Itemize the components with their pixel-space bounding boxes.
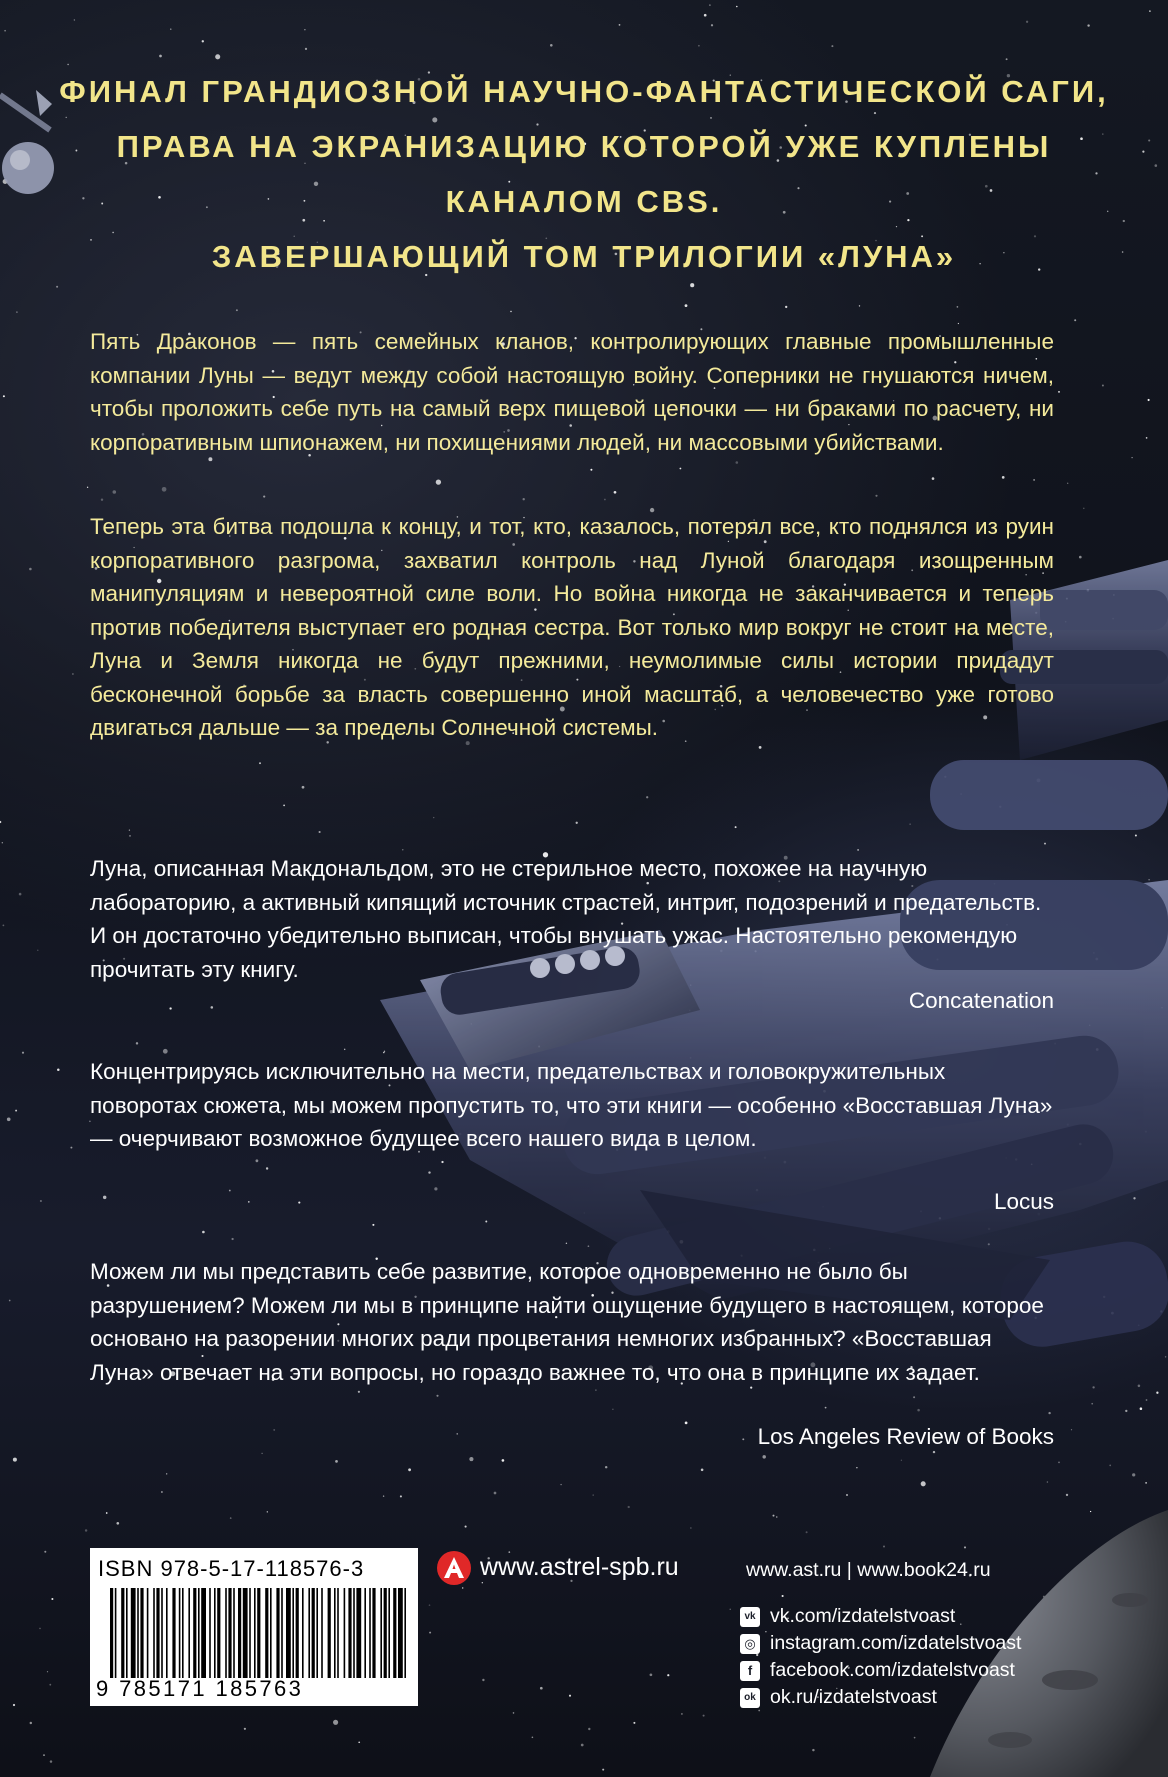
social-link-text: facebook.com/izdatelstvoast: [770, 1659, 1015, 1681]
headline-line-1: ФИНАЛ ГРАНДИОЗНОЙ НАУЧНО-ФАНТАСТИЧЕСКОЙ САГИ,: [59, 74, 1109, 109]
synopsis-paragraph-2: Теперь эта битва подошла к концу, и тот, кто, казалось, потерял все, кто поднялся из руин корпоративного разгрома, захватил контроль над Луной благодаря изощренным манипуляциям и невероятной силе воли. Но война никогда не заканчивается и теперь против победителя выступает его родная сестра. Вот только мир вокруг не стоит на месте, Луна и Земля никогда не будут прежними, неумолимые силы истории придадут бесконечной борьбе за власть совершенно иной масштаб, а человечество уже готово двигаться дальше — за пределы Солнечной системы.: [90, 514, 1054, 740]
review-2-source: Locus: [993, 1189, 1054, 1214]
headline-line-4: ЗАВЕРШАЮЩИЙ ТОМ ТРИЛОГИИ «ЛУНА»: [211, 239, 957, 274]
isbn-barcode-box: [90, 1548, 418, 1706]
review-3-text: Можем ли мы представить себе развитие, которое одновременно не было бы разрушением? Можем ли мы в принципе найти ощущение будущего в настоящем, которое основано на разорении многих ради процветания немногих избранных? «Восставшая Луна» отвечает на эти вопросы, но гораздо важнее то, что она в принципе их задает.: [90, 1259, 1044, 1385]
isbn-label: ISBN 978-5-17-118576-3: [98, 1556, 365, 1581]
vk-icon: vk: [740, 1607, 760, 1627]
instagram-icon: ◎: [740, 1634, 760, 1654]
publisher-logo-icon: [436, 1550, 472, 1586]
review-1-text: Луна, описанная Макдональдом, это не стерильное место, похожее на научную лабораторию, а активный кипящий источник страстей, интриг, подозрений и предательств. И он достаточно убедительно выписан, чтобы внушать ужас. Настоятельно рекомендую прочитать эту книгу.: [90, 856, 1042, 982]
review-1-source: Concatenation: [908, 988, 1054, 1013]
publisher-url[interactable]: www.astrel-spb.ru: [480, 1553, 679, 1581]
social-link-text: instagram.com/izdatelstvoast: [770, 1632, 1022, 1654]
odnoklassniki-icon: ok: [740, 1688, 760, 1708]
headline-line-3: КАНАЛОМ CBS.: [445, 184, 723, 219]
headline-line-2: ПРАВА НА ЭКРАНИЗАЦИЮ КОТОРОЙ УЖЕ КУПЛЕНЫ: [116, 129, 1052, 164]
barcode: [110, 1588, 406, 1678]
review-2-text: Концентрируясь исключительно на мести, предательствах и головокружительных поворотах сюжета, мы можем пропустить то, что эти книги — особенно «Восставшая Луна» — очерчивают возможное будущее всего нашего вида в целом.: [90, 1059, 1053, 1151]
social-link-text: ok.ru/izdatelstvoast: [770, 1686, 937, 1708]
facebook-icon: f: [740, 1661, 760, 1681]
synopsis-paragraph-1: Пять Драконов — пять семейных кланов, контролирующих главные промышленные компании Луны — ведут между собой настоящую войну. Соперники не гнушаются ничем, чтобы проложить себе путь на самый верх пищевой цепочки — ни браками по расчету, ни корпоративным шпионажем, ни похищениями людей, ни массовыми убийствами.: [90, 329, 1054, 455]
publisher-sites[interactable]: www.ast.ru | www.book24.ru: [746, 1559, 991, 1581]
social-link-text: vk.com/izdatelstvoast: [770, 1605, 956, 1627]
review-3-source: Los Angeles Review of Books: [757, 1424, 1054, 1449]
barcode-digits: 9 785171 185763: [96, 1676, 304, 1701]
